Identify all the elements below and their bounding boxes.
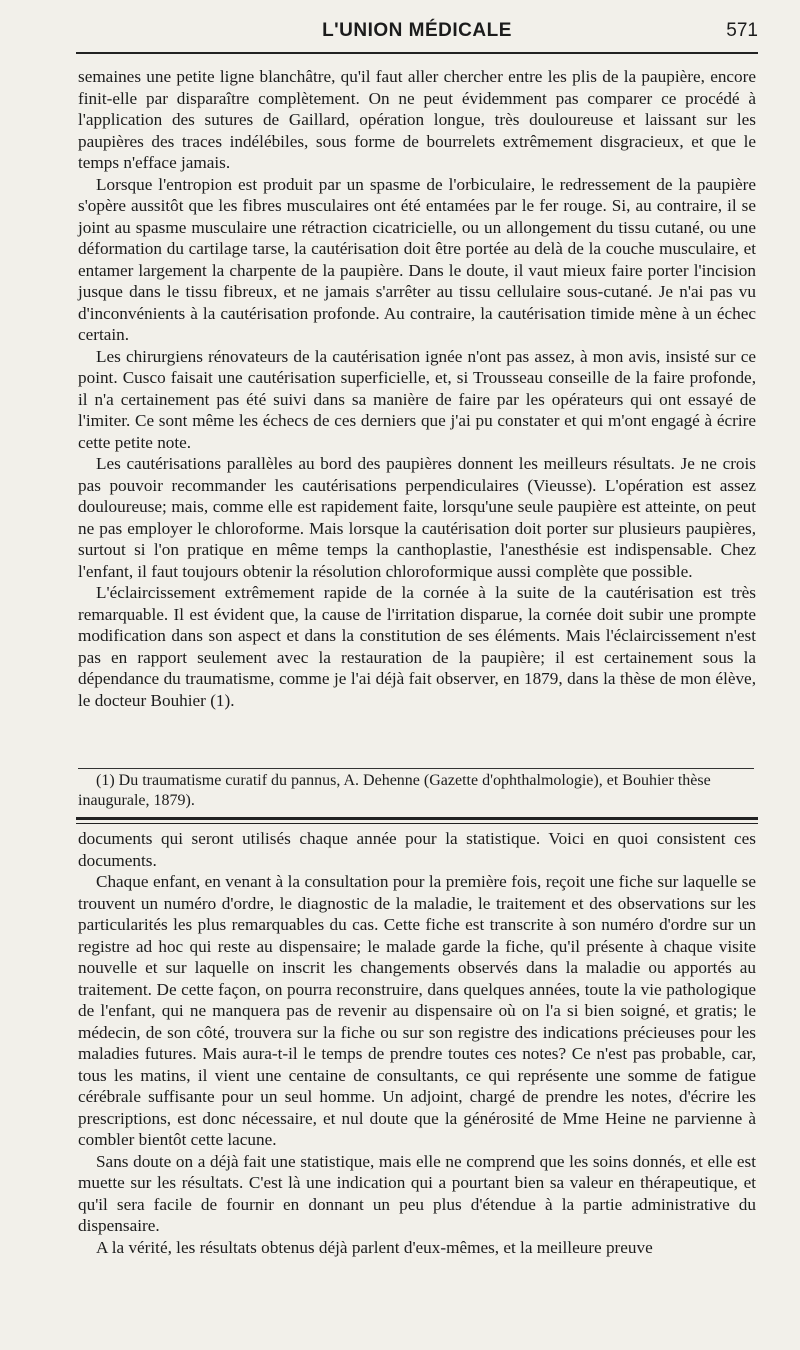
section-separator-thin	[76, 823, 758, 824]
article-top	[78, 66, 756, 711]
paragraph: Sans doute on a déjà fait une statistique, mais elle ne comprend que les soins donnés, et elle est muette sur les résultats. C'est là une indication qui a pourtant bien sa valeur en thérapeutique, et qu'il sera facile de fournir en donnant un peu plus d'étendue à la partie administrative du dispensaire.	[78, 1151, 756, 1235]
paragraph: semaines une petite ligne blanchâtre, qu'il faut aller chercher entre les plis de la paupière, encore finit-elle par disparaître complètement. On ne peut évidemment pas comparer ce procédé à l'application des sutures de Gaillard, opération longue, très douloureuse et laissant sur les paupières des traces indélébiles, sous forme de bourrelets extrêmement disgracieux, et que le temps n'efface jamais.	[78, 67, 756, 172]
footnote-rule	[78, 768, 754, 769]
journal-title: L'UNION MÉDICALE	[322, 20, 512, 41]
paragraph: Les cautérisations parallèles au bord des paupières donnent les meilleurs résultats. Je ne crois pas pouvoir recommander les cautérisations perpendiculaires (Vieusse). L'opération est assez douloureuse; mais, comme elle est rapidement faite, lorsqu'une seule paupière est atteinte, on peut ne pas employer le chloroforme. Mais lorsque la cautérisation doit porter sur plusieurs paupières, surtout si l'on pratique en même temps la canthoplastie, l'anesthésie est indispensable. Chez l'enfant, il faut toujours obtenir la résolution chloroformique aussi complète que possible.	[78, 454, 756, 581]
header-rule	[76, 52, 758, 54]
footnote-text: (1) Du traumatisme curatif du pannus, A. Dehenne (Gazette d'ophthalmologie), et Bouhier thèse inaugurale, 1879).	[78, 772, 711, 809]
paragraph: Lorsque l'entropion est produit par un spasme de l'orbiculaire, le redressement de la paupière s'opère aussitôt que les fibres musculaires ont été entamées par le fer rouge. Si, au contraire, il se joint au spasme musculaire une rétraction cicatricielle, ou un allongement du tissu cutané, ou une déformation du cartilage tarse, la cautérisation doit être portée au delà de la couche musculaire, et entamer largement la charpente de la paupière. Dans le doute, il vaut mieux faire porter l'incision jusque dans le tissu fibreux, et ne jamais s'arrêter au tissu cellulaire sous-cutané. Je n'ai pas vu d'inconvénients à la cautérisation profonde. Au contraire, la cautérisation timide mène à un échec certain.	[78, 174, 756, 344]
page-number: 571	[726, 20, 758, 41]
paragraph: L'éclaircissement extrêmement rapide de la cornée à la suite de la cautérisation est très remarquable. Il est évident que, la cause de l'irritation disparue, la cornée doit subir une prompte modification dans son aspect et dans la constitution de ses éléments. Mais l'éclaircissement n'est pas en rapport seulement avec la restauration de la paupière; il est certainement sous la dépendance du traumatisme, comme je l'ai déjà fait observer, en 1879, dans la thèse de mon élève, le docteur Bouhier (1).	[78, 583, 756, 710]
paragraph: A la vérité, les résultats obtenus déjà parlent d'eux-mêmes, et la meilleure preuve	[96, 1237, 653, 1257]
paragraph: Chaque enfant, en venant à la consultation pour la première fois, reçoit une fiche sur laquelle se trouvent un numéro d'ordre, le diagnostic de la maladie, le traitement et des observations sur les particularités les plus remarquables du cas. Cette fiche est transcrite à son numéro d'ordre sur un registre ad hoc qui reste au dispensaire; le malade garde la fiche, qu'il présente à chaque visite nouvelle et sur laquelle on inscrit les changements observés dans la maladie ou apportés au traitement. De cette façon, on pourra reconstruire, dans quelques années, toute la vie pathologique de l'enfant, qui ne manquera pas de revenir au dispensaire où on l'a si bien soigné, et gratis; le médecin, de son côté, trouvera sur la fiche ou sur son registre des indications précieuses pour les maladies futures. Mais aura-t-il le temps de prendre toutes ces notes? Ce n'est pas probable, car, tous les matins, il vient une centaine de consultants, ce qui représente une somme de fatigue cérébrale suffisante pour un seul homme. Un adjoint, chargé de prendre les notes, d'écrire les prescriptions, est donc nécessaire, et nul doute que la générosité de Mme Heine ne parvienne à combler bientôt cette lacune.	[78, 872, 756, 1149]
running-header	[76, 18, 758, 50]
paragraph: Les chirurgiens rénovateurs de la cautérisation ignée n'ont pas assez, à mon avis, insisté sur ce point. Cusco faisait une cautérisation superficielle, et, si Trousseau conseille de la faire profonde, il n'a certainement pas été suivi dans sa manière de faire par les opérateurs qui ont essayé de l'imiter. Ce sont même les échecs de ces derniers que j'ai pu constater et qui m'ont engagé à écrire cette petite note.	[78, 346, 756, 452]
footnote	[78, 771, 754, 811]
paragraph: documents qui seront utilisés chaque année pour la statistique. Voici en quoi consistent ces documents.	[78, 829, 756, 870]
article-bottom	[78, 828, 756, 1258]
section-separator-thick	[76, 817, 758, 820]
